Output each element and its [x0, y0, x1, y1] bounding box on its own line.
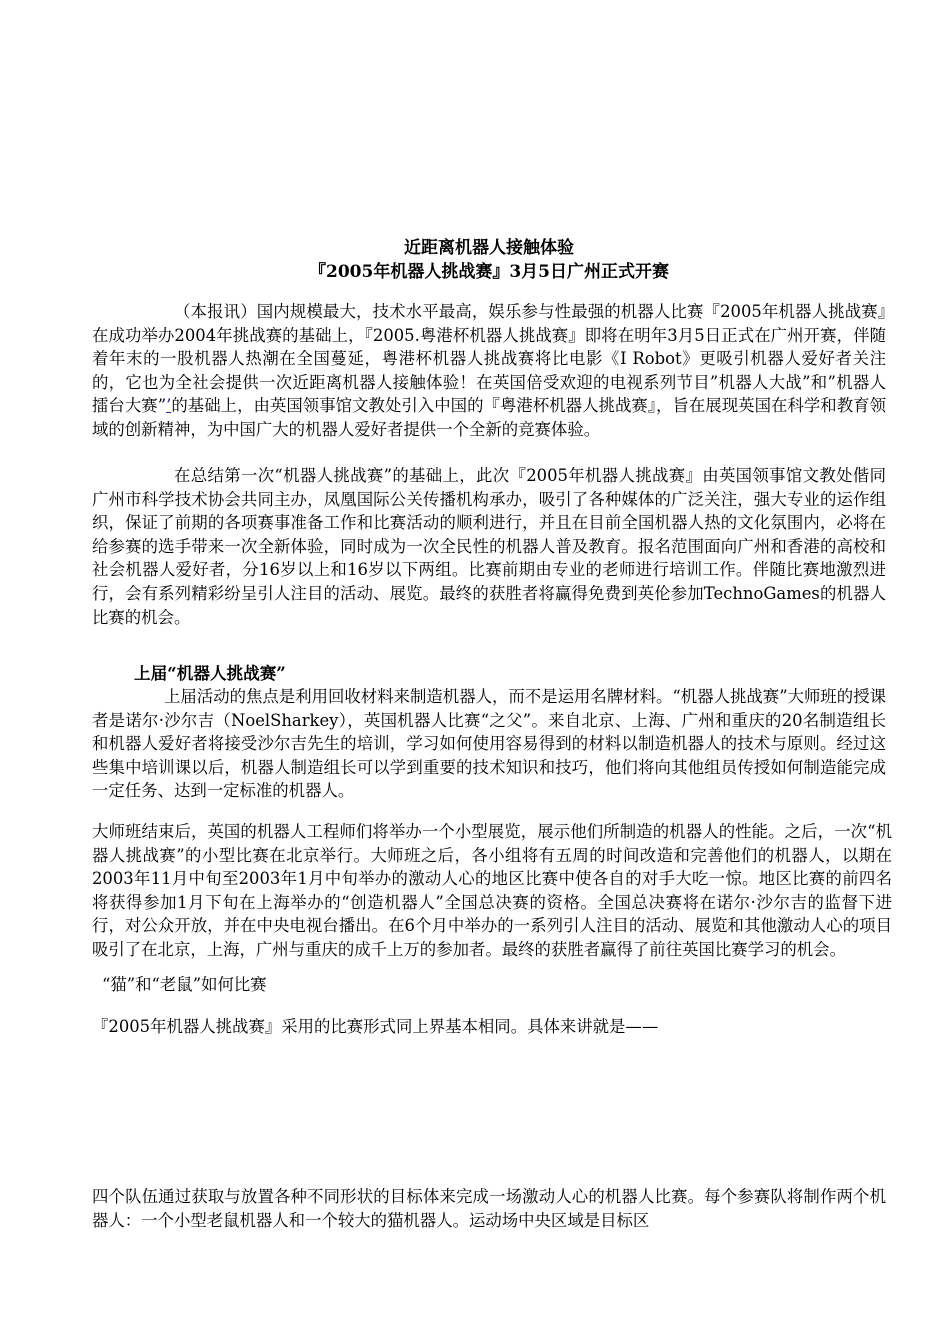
article-title [92, 236, 886, 284]
title-line-1: 近距离机器人接触体验 [404, 238, 574, 258]
title-line-2: 『2005年机器人挑战赛』3月5日广州正式开赛 [309, 262, 669, 282]
paragraph-intro-text-cont: 的基础上，由英国领事馆文教处引入中国的『粤港杯机器人挑战赛』，旨在展现英国在科学和教育领域的创新精神，为中国广大的机器人爱好者提供一个全新的竞赛体验。 [92, 396, 886, 439]
paragraph-teams: 四个队伍通过获取与放置各种不同形状的目标体来完成一场激动人心的机器人比赛。每个参赛队将制作两个机器人：一个小型老鼠机器人和一个较大的猫机器人。运动场中央区域是目标区 [92, 1187, 886, 1230]
section-heading-previous-event: 上届“机器人挑战赛” [134, 663, 286, 683]
paragraph-summary: 在总结第一次“机器人挑战赛”的基础上，此次『2005年机器人挑战赛』由英国领事馆文教处偕同广州市科学技术协会共同主办，凤凰国际公关传播机构承办，吸引了各种媒体的广泛关注，强大专业的运作组织，保证了前期的各项赛事准备工作和比赛活动的顺利进行，并且在目前全国机器人热的文化氛围内，必将在给参赛的选手带来一次全新体验，同时成为一次全民性的机器人普及教育。报名范围面向广州和香港的高校和社会机器人爱好者，分16岁以上和16岁以下两组。比赛前期由专业的老师进行培训工作。伴随比赛地激烈进行，会有系列精彩纷呈引人注目的活动、展览。最终的获胜者将赢得免费到英伦参加TechnoGames的机器人比赛的机会。 [92, 466, 886, 627]
paragraph-intro [92, 300, 886, 442]
footnote-link[interactable]: ’ [166, 396, 172, 416]
subheading-cat-and-mouse: “猫”和“老鼠”如何比赛 [102, 975, 267, 994]
paragraph-previous-event: 上届活动的焦点是利用回收材料来制造机器人，而不是运用名牌材料。“机器人挑战赛”大师班的授课者是诺尔·沙尔吉（NoelSharkey），英国机器人比赛“之父”。来自北京、上海、广州和重庆的20名制造组长和机器人爱好者将接受沙尔吉先生的培训，学习如何使用容易得到的材料以制造机器人的技术与原则。经过这些集中培训课以后，机器人制造组长可以学到重要的技术知识和技巧，他们将向其他组员传授如何制造能完成一定任务、达到一定标准的机器人。 [92, 687, 886, 801]
paragraph-masterclass: 大师班结束后，英国的机器人工程师们将举办一个小型展览，展示他们所制造的机器人的性能。之后，一次“机器人挑战赛”的小型比赛在北京举行。大师班之后，各小组将有五周的时间改造和完善他们的机器人，以期在2003年11月中旬至2003年1月中旬举办的激动人心的地区比赛中使各自的对手大吃一惊。地区比赛的前四名将获得参加1月下旬在上海举办的“创造机器人”全国总决赛的资格。全国总决赛将在诺尔·沙尔吉的监督下进行，对公众开放，并在中央电视台播出。在6个月中举办的一系列引人注目的活动、展览和其他激动人心的项目吸引了在北京，上海，广州与重庆的成千上万的参加者。最终的获胜者赢得了前往英国比赛学习的机会。 [92, 822, 892, 959]
paragraph-format: 『2005年机器人挑战赛』采用的比赛形式同上界基本相同。具体来讲就是—— [92, 1017, 659, 1036]
paragraph-intro-text: （本报讯）国内规模最大，技术水平最高，娱乐参与性最强的机器人比赛『2005年机器人挑战赛』在成功举办2004年挑战赛的基础上，『2005.粤港杯机器人挑战赛』即将在明年3月5日正式在广州开赛，伴随着年末的一股机器人热潮在全国蔓延，粤港杯机器人挑战赛将比电影《I Robot》更吸引机器人爱好者关注的，它也为全社会提供一次近距离机器人接触体验！在英国倍受欢迎的电视系列节目”机器人大战”和”机器人擂台大赛” [92, 302, 886, 416]
